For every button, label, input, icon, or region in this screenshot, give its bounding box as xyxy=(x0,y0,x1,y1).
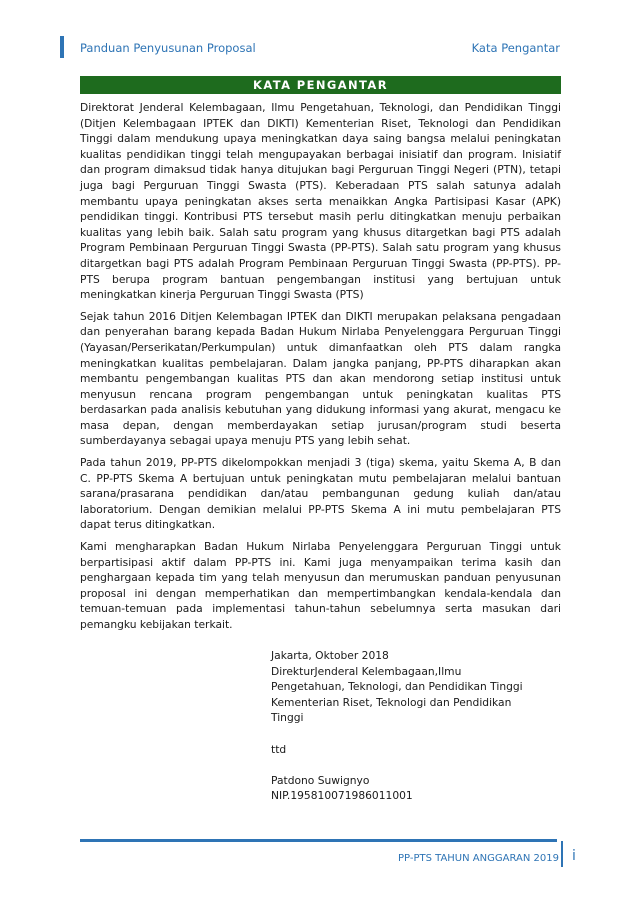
body-text xyxy=(80,100,561,639)
signature-name: Patdono Suwignyo xyxy=(271,773,370,787)
page-title: KATA PENGANTAR xyxy=(80,76,561,94)
signature-place-date: Jakarta, Oktober 2018 xyxy=(271,649,389,662)
header-document-title: Panduan Penyusunan Proposal xyxy=(80,41,256,55)
signature-spacer xyxy=(271,726,561,742)
signature-block xyxy=(271,648,561,804)
signature-spacer xyxy=(271,757,561,773)
paragraph-3: Pada tahun 2019, PP-PTS dikelompokkan menjadi 3 (tiga) skema, yaitu Skema A, B dan C. PP-PTS Skema A bertujuan untuk peningkatan mutu pembelajaran melalui bantuan sarana/prasarana pendidikan dan/atau pembangunan gedung kuliah dan/atau laboratorium. Dengan demikian melalui PP-PTS Skema A ini mutu pembelajaran PTS dapat terus ditingkatkan. xyxy=(80,456,561,532)
page-number: i xyxy=(572,848,576,864)
paragraph-4: Kami mengharapkan Badan Hukum Nirlaba Penyelenggara Perguruan Tinggi untuk berpartisipasi aktif dalam PP-PTS ini. Kami juga menyampaikan terima kasih dan penghargaan kepada tim yang telah menyusun dan merumuskan panduan penyusunan proposal ini dengan memperhatikan dan mempertimbangkan kendala-kendala dan temuan-temuan pada implementasi tahun-tahun sebelumnya serta masukan dari pemangku kebijakan terkait. xyxy=(80,540,561,631)
paragraph-1: Direktorat Jenderal Kelembagaan, Ilmu Pengetahuan, Teknologi, dan Pendidikan Tinggi (Ditjen Kelembagaan IPTEK dan DIKTI) Kementerian Riset, Teknologi dan Pendidikan Tinggi dalam mendukung upaya meningkatkan daya saing bangsa melalui peningkatan kualitas pendidikan tinggi telah mengupayakan berbagai inisiatif dan program. Inisiatif dan program dimaksud tidak hanya ditujukan bagi Perguruan Tinggi Negeri (PTN), tetapi juga bagi Perguruan Tinggi Swasta (PTS). Keberadaan PTS salah satunya adalah membantu upaya peningkatan akses serta menaikkan Angka Partisipasi Kasar (APK) pendidikan tinggi. Kontribusi PTS tersebut masih perlu ditingkatkan menuju perbaikan kualitas yang lebih baik. Salah satu program yang khusus ditargetkan bagi PTS adalah Program Pembinaan Perguruan Tinggi Swasta (PP-PTS). Salah satu program yang khusus ditargetkan bagi PTS adalah Program Pembinaan Perguruan Tinggi Swasta (PP-PTS). PP-PTS berupa program bantuan pengembangan institusi yang bertujuan untuk meningkatkan kinerja Perguruan Tinggi Swasta (PTS) xyxy=(80,101,561,302)
signature-ttd: ttd xyxy=(271,742,287,756)
signature-position-line-3: Kementerian Riset, Teknologi dan Pendidikan xyxy=(271,695,512,709)
header-accent-bar xyxy=(60,36,64,58)
paragraph-2: Sejak tahun 2016 Ditjen Kelembagan IPTEK dan DIKTI merupakan pelaksana pengadaan dan penyerahan barang kepada Badan Hukum Nirlaba Penyelenggara Perguruan Tinggi (Yayasan/Perserikatan/Perkumpulan) untuk dimanfaatkan oleh PTS dalam rangka meningkatkan kualitas pembelajaran. Dalam jangka panjang, PP-PTS diharapkan akan membantu pengembangan kualitas PTS dan akan mendorong setiap institusi untuk menyusun rencana program pengembangan untuk peningkatan kualitas PTS berdasarkan pada analisis kebutuhan yang didukung informasi yang akurat, mengacu ke masa depan, dengan memberdayakan setiap jurusan/program studi beserta sumberdayanya sebagai upaya menuju PTS yang lebih sehat. xyxy=(80,309,561,448)
signature-nip: NIP.195810071986011001 xyxy=(271,789,413,803)
signature-position-line-2: Pengetahuan, Teknologi, dan Pendidikan Tinggi xyxy=(271,680,523,694)
signature-position-line-1: DirekturJenderal Kelembagaan,Ilmu xyxy=(271,664,462,678)
footer-rule xyxy=(80,839,557,842)
header-section-title: Kata Pengantar xyxy=(471,41,560,55)
signature-position-line-4: Tinggi xyxy=(271,711,304,725)
footer-divider xyxy=(561,841,563,867)
footer-text: PP-PTS TAHUN ANGGARAN 2019 xyxy=(398,853,559,864)
